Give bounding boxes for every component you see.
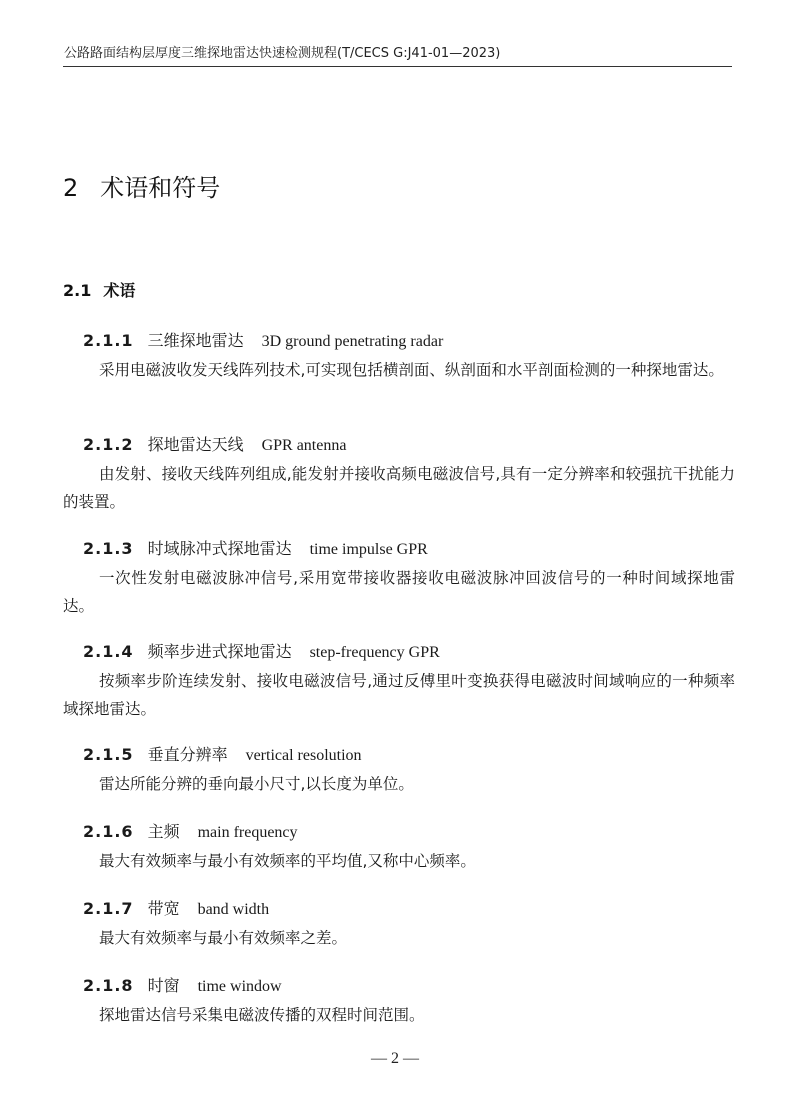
term-number: 2.1.1 [83, 331, 134, 350]
chapter-title [63, 168, 220, 203]
term-english: step-frequency GPR [309, 644, 440, 661]
term-number: 2.1.5 [83, 745, 134, 764]
term-definition: 由发射、接收天线阵列组成,能发射并接收高频电磁波信号,具有一定分辨率和较强抗干扰能力的装置。 [63, 465, 735, 511]
term-entry-2-1-6 [63, 818, 735, 875]
term-english: vertical resolution [245, 747, 362, 764]
term-number: 2.1.7 [83, 899, 134, 918]
term-line [63, 972, 735, 1001]
section-title [63, 278, 135, 301]
term-line [63, 431, 735, 460]
term-number: 2.1.2 [83, 435, 134, 454]
term-chinese: 带宽 [147, 899, 180, 918]
term-line [63, 327, 735, 356]
term-definition: 最大有效频率与最小有效频率之差。 [99, 929, 348, 947]
term-chinese: 时域脉冲式探地雷达 [147, 539, 292, 558]
term-line [63, 741, 735, 770]
term-entry-2-1-8 [63, 972, 735, 1029]
term-definition: 雷达所能分辨的垂向最小尺寸,以长度为单位。 [99, 775, 414, 793]
term-definition: 探地雷达信号采集电磁波传播的双程时间范围。 [99, 1006, 425, 1024]
term-entry-2-1-3 [63, 535, 735, 620]
term-entry-2-1-4 [63, 638, 735, 723]
term-number: 2.1.8 [83, 976, 134, 995]
term-chinese: 主频 [147, 822, 180, 841]
term-number: 2.1.3 [83, 539, 134, 558]
term-definition: 采用电磁波收发天线阵列技术,可实现包括横剖面、纵剖面和水平剖面检测的一种探地雷达。 [99, 361, 724, 379]
term-line [63, 895, 735, 924]
page-number: — 2 — [371, 1050, 419, 1067]
term-english: band width [197, 901, 270, 918]
term-line [63, 535, 735, 564]
term-entry-2-1-7 [63, 895, 735, 952]
term-number: 2.1.6 [83, 822, 134, 841]
term-definition: 最大有效频率与最小有效频率的平均值,又称中心频率。 [99, 852, 476, 870]
term-definition: 一次性发射电磁波脉冲信号,采用宽带接收器接收电磁波脉冲回波信号的一种时间域探地雷达。 [63, 569, 735, 615]
term-number: 2.1.4 [83, 642, 134, 661]
term-chinese: 三维探地雷达 [147, 331, 244, 350]
term-definition: 按频率步阶连续发射、接收电磁波信号,通过反傅里叶变换获得电磁波时间域响应的一种频率域探地雷达。 [63, 672, 735, 718]
term-english: time window [197, 978, 282, 995]
section-heading: 术语 [103, 281, 136, 300]
chapter-heading: 术语和符号 [100, 174, 221, 202]
term-chinese: 垂直分辨率 [147, 745, 228, 764]
term-entry-2-1-1 [63, 327, 735, 384]
term-chinese: 频率步进式探地雷达 [147, 642, 292, 661]
term-english: GPR antenna [261, 437, 347, 454]
term-line [63, 818, 735, 847]
term-chinese: 时窗 [147, 976, 180, 995]
term-entry-2-1-5 [63, 741, 735, 798]
term-chinese: 探地雷达天线 [147, 435, 244, 454]
term-entry-2-1-2 [63, 431, 735, 516]
term-english: time impulse GPR [309, 541, 428, 558]
term-line [63, 638, 735, 667]
header-rule [63, 66, 732, 67]
section-number: 2.1 [63, 281, 92, 300]
chapter-number: 2 [63, 174, 79, 202]
term-english: main frequency [197, 824, 298, 841]
running-header: 公路路面结构层厚度三维探地雷达快速检测规程(T/CECS G:J41-01—2023) [64, 46, 501, 61]
term-english: 3D ground penetrating radar [261, 333, 444, 350]
